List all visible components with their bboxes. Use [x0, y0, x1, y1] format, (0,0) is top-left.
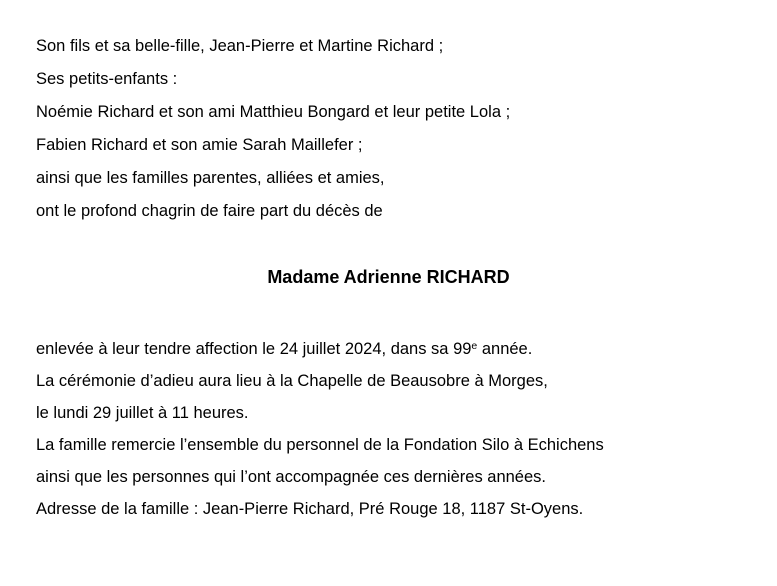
death-date-text: enlevée à leur tendre affection le 24 juillet 2024, dans sa 99	[36, 340, 472, 358]
intro-line: Ses petits-enfants :	[36, 70, 178, 88]
family-address-line: Adresse de la famille : Jean-Pierre Richard, Pré Rouge 18, 1187 St-Oyens.	[36, 500, 584, 518]
intro-line: Fabien Richard et son amie Sarah Maillefer ;	[36, 136, 363, 154]
intro-line: ainsi que les familles parentes, alliées et amies,	[36, 169, 385, 187]
thanks-line-2: ainsi que les personnes qui l’ont accompagnée ces dernières années.	[36, 468, 546, 486]
details-paragraph	[36, 333, 741, 525]
intro-line: Son fils et sa belle-fille, Jean-Pierre et Martine Richard ;	[36, 37, 444, 55]
death-date-line	[36, 333, 741, 365]
ceremony-time-line: le lundi 29 juillet à 11 heures.	[36, 404, 249, 422]
intro-paragraph	[36, 30, 741, 228]
ceremony-line: La cérémonie d’adieu aura lieu à la Chapelle de Beausobre à Morges,	[36, 372, 548, 390]
thanks-line: La famille remercie l’ensemble du personnel de la Fondation Silo à Echichens	[36, 436, 604, 454]
death-date-text-end: année.	[477, 340, 533, 358]
intro-line: Noémie Richard et son ami Matthieu Bongard et leur petite Lola ;	[36, 103, 511, 121]
deceased-name-title: Madame Adrienne RICHARD	[267, 267, 510, 287]
intro-line: ont le profond chagrin de faire part du décès de	[36, 202, 383, 220]
ordinal-superscript: e	[471, 340, 478, 352]
